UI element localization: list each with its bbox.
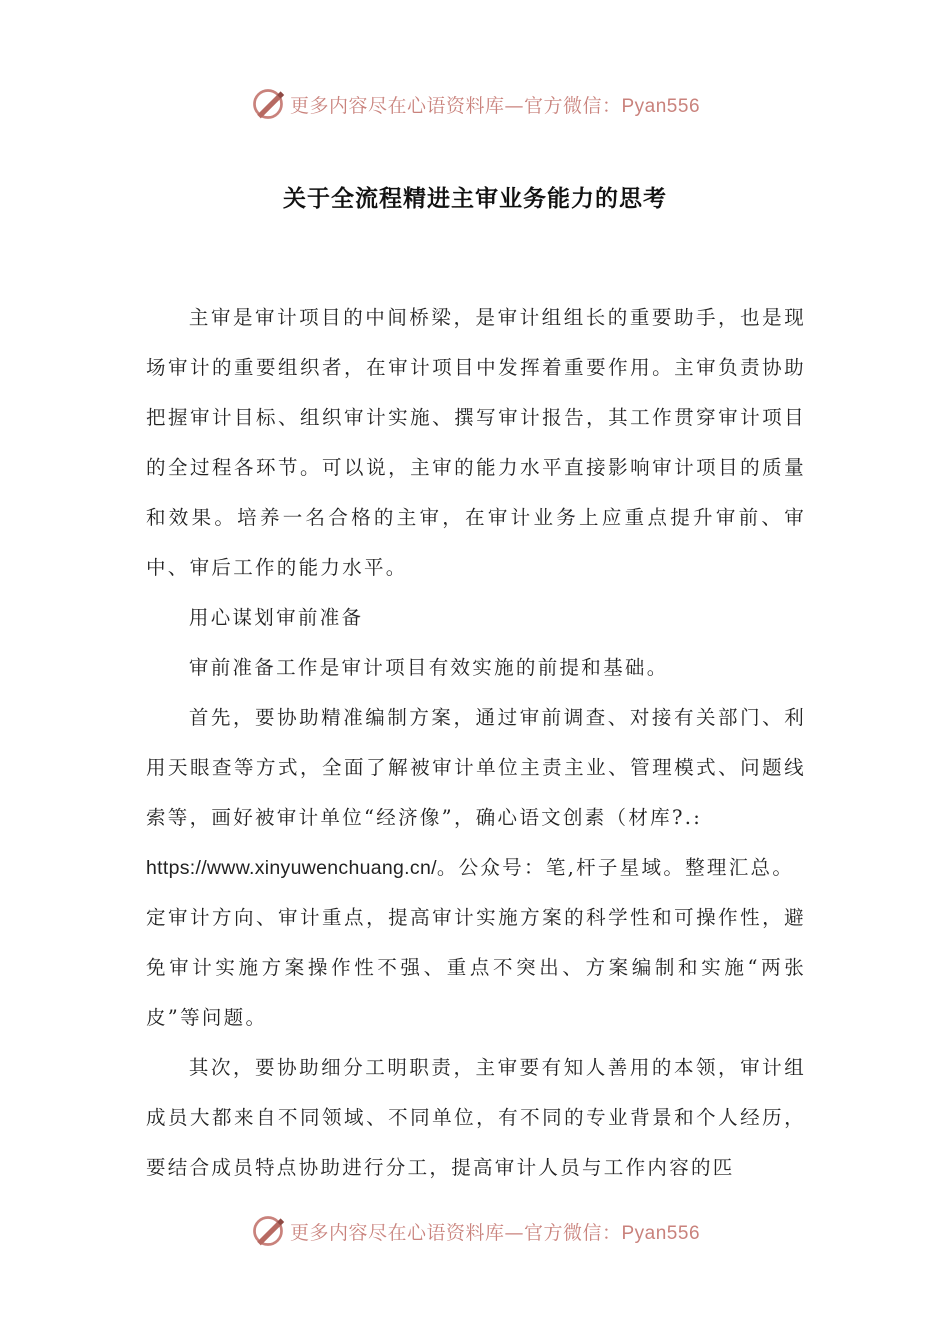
banner-label: 更多内容尽在心语资料库—官方微信： xyxy=(289,1221,622,1244)
page-title: 关于全流程精进主审业务能力的思考 xyxy=(283,186,667,212)
pen-logo-icon xyxy=(250,86,286,122)
banner-text xyxy=(290,91,700,118)
paragraph-prep: 审前准备工作是审计项目有效实施的前提和基础。 xyxy=(188,656,669,679)
banner-wechat-id: Pyan556 xyxy=(621,95,701,117)
document-body xyxy=(146,293,806,1193)
top-banner xyxy=(0,84,950,124)
banner-wechat-id: Pyan556 xyxy=(621,1222,701,1244)
website-url: https://www.xinyuwenchuang.cn/ xyxy=(146,857,437,879)
section-heading: 用心谋划审前准备 xyxy=(188,606,364,629)
bottom-banner xyxy=(0,1211,950,1251)
url-line xyxy=(146,843,806,893)
pen-logo-icon xyxy=(250,1213,286,1249)
banner-text xyxy=(290,1218,700,1245)
paragraph-first: 首先，要协助精准编制方案，通过审前调查、对接有关部门、利用天眼查等方式，全面了解被审计单位主责主业、管理模式、问题线索等，画好被审计单位“经济像”，确心语文创素（材库?.: xyxy=(146,706,806,829)
paragraph-second: 其次，要协助细分工明职责，主审要有知人善用的本领，审计组成员大都来自不同领域、不同单位，有不同的专业背景和个人经历，要结合成员特点协助进行分工，提高审计人员与工作内容的匹 xyxy=(146,1056,806,1179)
banner-label: 更多内容尽在心语资料库—官方微信： xyxy=(289,94,622,117)
url-line-rest: 。公众号：笔,杆子星域。整理汇总。 xyxy=(436,856,795,879)
paragraph-intro: 主审是审计项目的中间桥梁，是审计组组长的重要助手，也是现场审计的重要组织者，在审计项目中发挥着重要作用。主审负责协助把握审计目标、组织审计实施、撰写审计报告，其工作贯穿审计项目的全过程各环节。可以说，主审的能力水平直接影响审计项目的质量和效果。培养一名合格的主审，在审计业务上应重点提升审前、审中、审后工作的能力水平。 xyxy=(146,306,806,579)
paragraph-first-continued: 定审计方向、审计重点，提高审计实施方案的科学性和可操作性，避免审计实施方案操作性不强、重点不突出、方案编制和实施“两张皮”等问题。 xyxy=(146,906,806,1029)
